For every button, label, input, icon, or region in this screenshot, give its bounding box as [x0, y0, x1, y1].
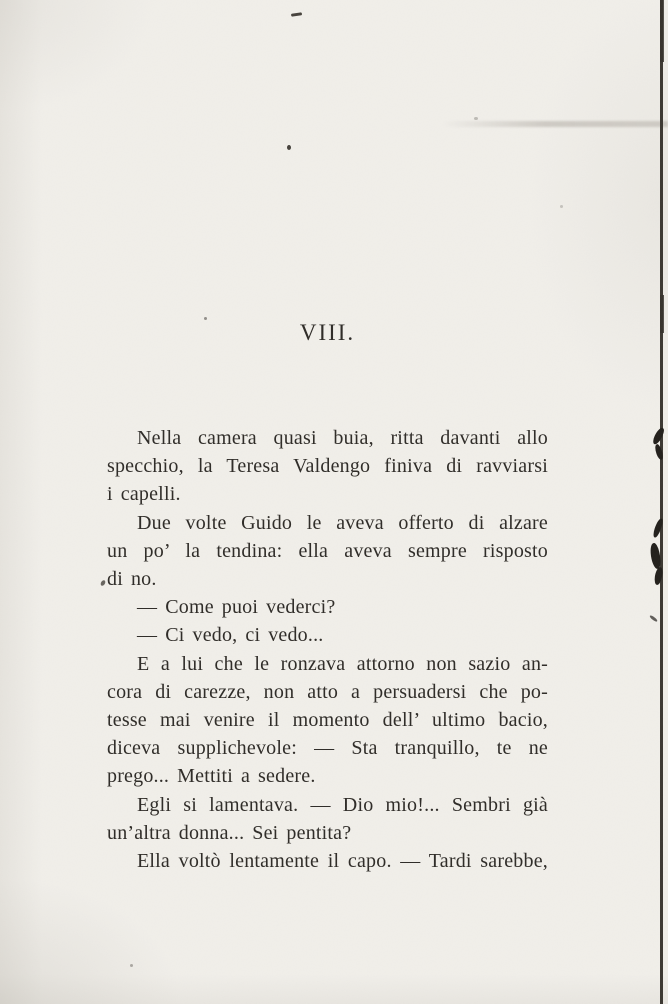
- page-edge-thick-mid: [660, 295, 664, 333]
- text-line: — Come puoi vederci?: [137, 596, 336, 619]
- scan-speck: [474, 117, 478, 120]
- text-line: tesse mai venire il momento dell’ ultimo bacio,: [107, 709, 548, 732]
- text-line: specchio, la Teresa Valdengo finiva di ravviarsi: [107, 455, 548, 478]
- text-line: Egli si lamentava. — Dio mio!... Sembri già: [137, 793, 548, 816]
- text-line: i capelli.: [107, 483, 181, 506]
- scan-speck: [204, 317, 207, 320]
- text-line: Due volte Guido le aveva offerto di alzare: [137, 511, 548, 534]
- chapter-heading: VIII.: [299, 320, 356, 345]
- text-line: Nella camera quasi buia, ritta davanti allo: [137, 427, 548, 449]
- text-line: E a lui che le ronzava attorno non sazio an-: [137, 652, 548, 675]
- scan-streak: [443, 121, 668, 127]
- scan-speck: [560, 205, 563, 208]
- text-line: prego... Mettiti a sedere.: [107, 765, 316, 788]
- text-line: un’altra donna... Sei pentita?: [107, 821, 352, 844]
- text-line: un po’ la tendina: ella aveva sempre risposto: [107, 539, 548, 562]
- text-line: cora di carezze, non atto a persuadersi che po-: [107, 680, 548, 703]
- ink-blob: [649, 614, 658, 622]
- text-block: [107, 424, 548, 875]
- page-edge-line: [660, 0, 663, 1004]
- scan-speck: [291, 12, 302, 16]
- text-line: diceva supplichevole: — Sta tranquillo, te ne: [107, 737, 548, 760]
- text-line: Ella voltò lentamente il capo. — Tardi sarebbe,: [137, 850, 548, 873]
- scan-speck: [287, 145, 291, 150]
- ink-blob: [653, 443, 664, 460]
- scan-speck: [130, 964, 133, 967]
- page-edge-thick-top: [660, 0, 664, 62]
- text-line: di no.: [107, 568, 157, 591]
- scan-speck: [100, 579, 106, 586]
- text-line: — Ci vedo, ci vedo...: [137, 624, 324, 647]
- ink-blob: [652, 426, 666, 445]
